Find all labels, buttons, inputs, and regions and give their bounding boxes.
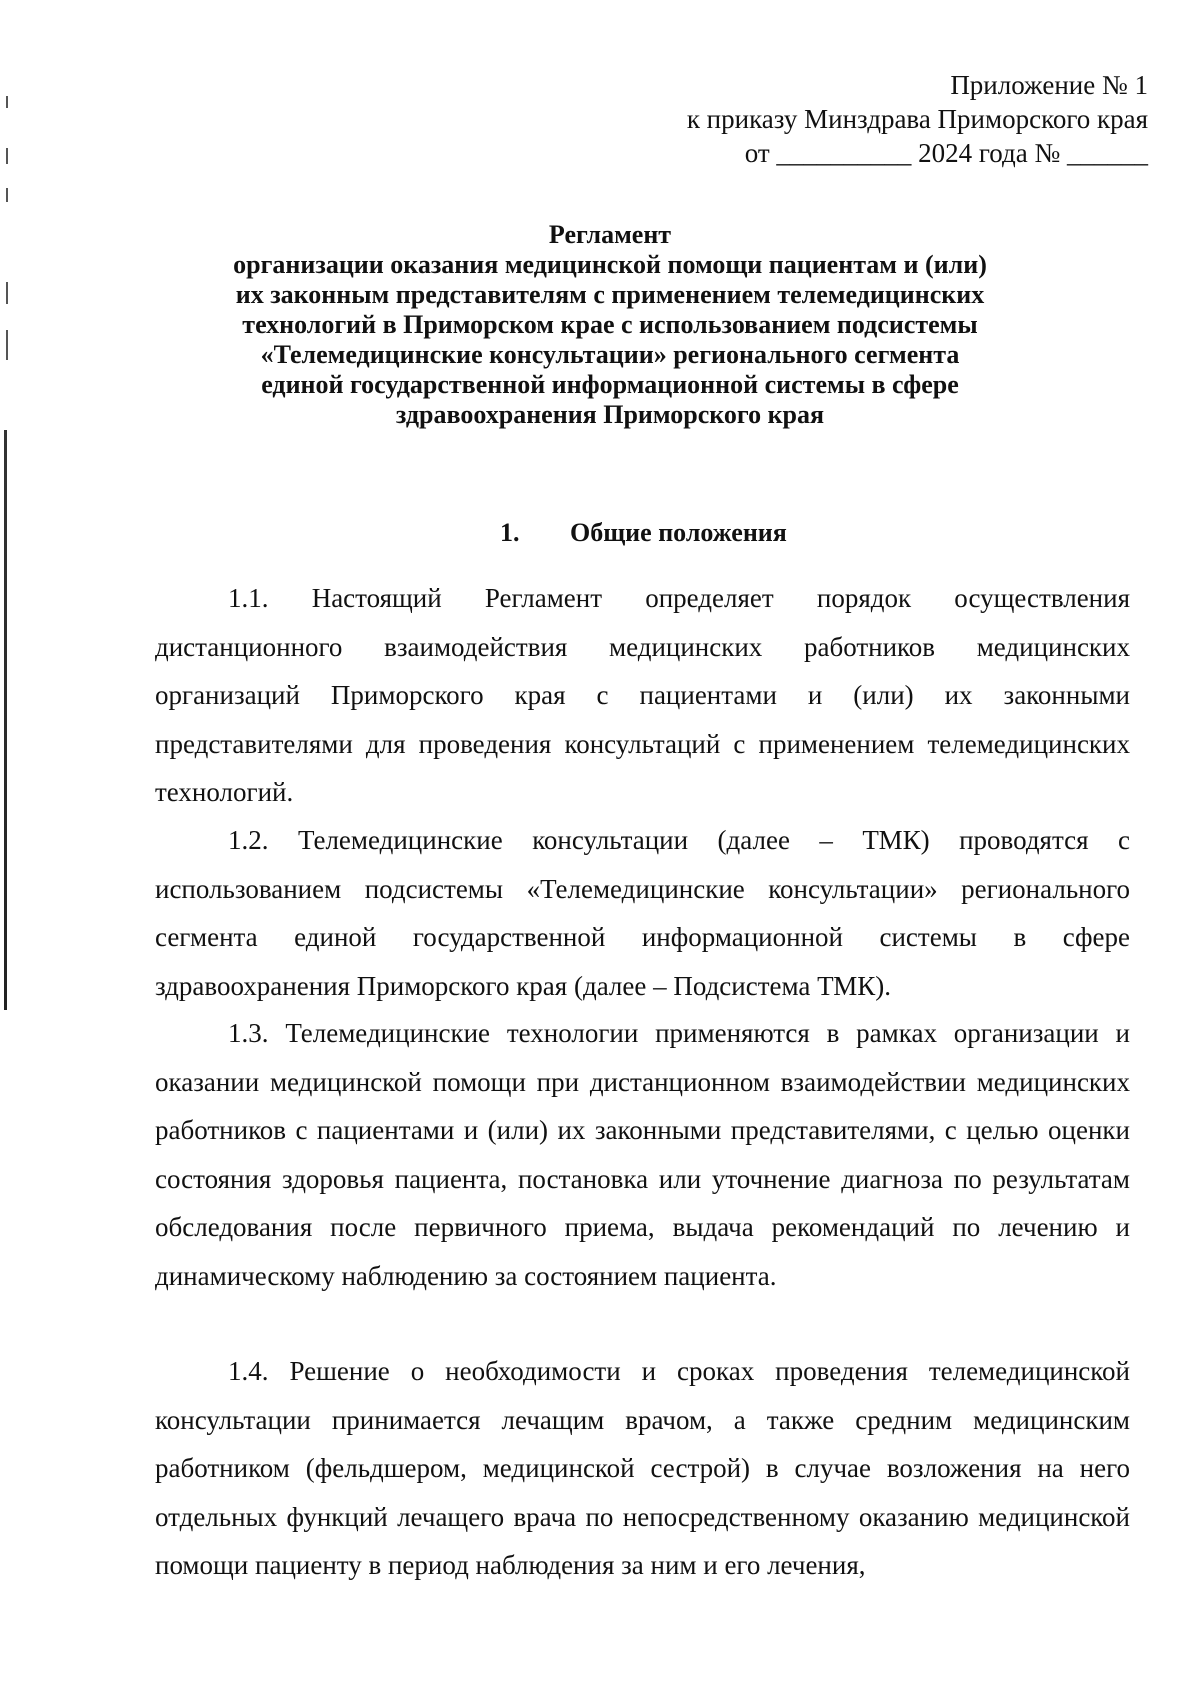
document-header: [588, 68, 1148, 170]
paragraph-1-4: 1.4. Решение о необходимости и сроках проведения телемедицинской консультации принимается лечащим врачом, а также средним медицинским работником (фельдшером, медицинской сестрой) в случае возложения на него отдельных функций лечащего врача по непосредственному оказанию медицинской помощи пациенту в период наблюдения за ним и его лечения,: [155, 1356, 1130, 1580]
header-order: к приказу Минздрава Приморского края: [686, 104, 1148, 134]
title-line: Регламент: [548, 220, 672, 249]
scan-edge-mark: [6, 96, 8, 108]
title-line: технологий в Приморском крае с использованием подсистемы: [242, 310, 978, 339]
header-date: от __________ 2024 года № ______: [744, 138, 1148, 168]
scan-binding-line: [4, 430, 7, 1010]
paragraph-1-2: 1.2. Телемедицинские консультации (далее – ТМК) проводятся с использованием подсистемы «Телемедицинские консультации» регионального сегмента единой государственной информационной системы в сфере здравоохранения Приморского края (далее – Подсистема ТМК).: [155, 825, 1130, 1001]
section-heading: [500, 518, 787, 548]
scan-edge-mark: [6, 282, 8, 304]
scan-edge-mark: [6, 188, 8, 202]
section-title: Общие положения: [570, 518, 787, 547]
title-line: единой государственной информационной системы в сфере: [261, 370, 959, 399]
title-line: организации оказания медицинской помощи пациентам и (или): [233, 250, 987, 279]
title-line: их законным представителям с применением телемедицинских: [235, 280, 985, 309]
title-line: здравоохранения Приморского края: [395, 400, 825, 429]
document-title: [180, 220, 1040, 430]
scan-edge-mark: [6, 148, 8, 164]
scan-edge-mark: [6, 330, 8, 360]
title-line: «Телемедицинские консультации» регионального сегмента: [260, 340, 960, 369]
paragraph-1-1: 1.1. Настоящий Регламент определяет порядок осуществления дистанционного взаимодействия медицинских работников медицинских организаций Приморского края с пациентами и (или) их законными представителями для проведения консультаций с применением телемедицинских технологий.: [155, 583, 1130, 807]
section-number: 1.: [500, 518, 520, 547]
header-appendix: Приложение № 1: [950, 70, 1148, 100]
paragraph-1-3: 1.3. Телемедицинские технологии применяются в рамках организации и оказании медицинской помощи при дистанционном взаимодействии медицинских работников с пациентами и (или) их законными представителями, с целью оценки состояния здоровья пациента, постановка или уточнение диагноза по результатам обследования после первичного приема, выдача рекомендаций по лечению и динамическому наблюдению за состоянием пациента.: [155, 1018, 1130, 1291]
